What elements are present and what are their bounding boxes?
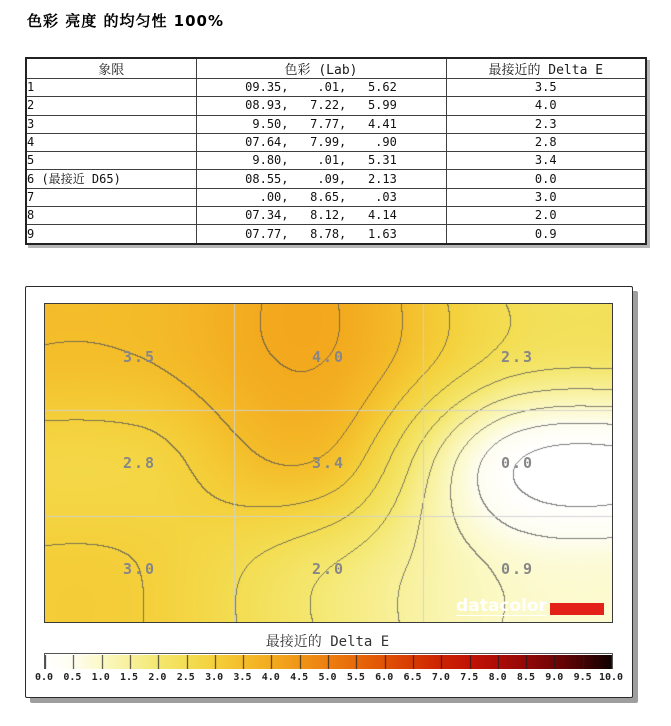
cell-delta-e: 0.9 (446, 225, 646, 244)
cell-delta-e: 3.0 (446, 188, 646, 206)
cell-lab: 07.64, 7.99, .90 (196, 133, 446, 151)
table-row (26, 225, 646, 244)
colorbar-ticks (34, 672, 624, 684)
colorbar-tick-label: 1.0 (91, 672, 110, 683)
colorbar-tick-label: 2.0 (148, 672, 167, 683)
contour-label: 0.9 (500, 560, 535, 578)
cell-quadrant: 6 (最接近 D65) (26, 170, 196, 188)
page-title: 色彩 亮度 的均匀性 100% (27, 12, 225, 30)
cell-quadrant: 2 (26, 97, 196, 115)
colorbar-tick-label: 6.5 (403, 672, 422, 683)
colorbar-title: 最接近的 Delta E (265, 634, 390, 650)
cell-delta-e: 3.5 (446, 79, 646, 97)
colorbar-tick-label: 5.5 (346, 672, 365, 683)
cell-lab: 07.34, 8.12, 4.14 (196, 207, 446, 225)
contour-label: 2.3 (500, 348, 535, 366)
contour-label: 2.0 (311, 560, 346, 578)
colorbar-tick-label: 7.0 (431, 672, 450, 683)
colorbar-tick-label: 0.0 (34, 672, 54, 683)
colorbar-tick-label: 9.5 (573, 672, 592, 683)
cell-lab: 07.77, 8.78, 1.63 (196, 225, 446, 244)
table-row (26, 79, 646, 97)
uniformity-table-body (26, 79, 646, 244)
contour-label: 4.0 (311, 348, 346, 366)
header-lab: 色彩 (Lab) (196, 58, 446, 79)
cell-quadrant: 3 (26, 115, 196, 133)
cell-delta-e: 4.0 (446, 97, 646, 115)
colorbar-tick-label: 1.5 (120, 672, 139, 683)
colorbar-tick-label: 8.0 (488, 672, 507, 683)
cell-delta-e: 3.4 (446, 152, 646, 170)
uniformity-map-panel (25, 286, 633, 698)
colorbar-tick-label: 9.0 (545, 672, 564, 683)
table-row (26, 133, 646, 151)
table-row (26, 152, 646, 170)
cell-delta-e: 2.8 (446, 133, 646, 151)
cell-quadrant: 9 (26, 225, 196, 244)
table-row (26, 188, 646, 206)
contour-label: 3.4 (311, 454, 346, 472)
cell-lab: 9.50, 7.77, 4.41 (196, 115, 446, 133)
contour-canvas (45, 304, 612, 622)
cell-delta-e: 0.0 (446, 170, 646, 188)
cell-quadrant: 8 (26, 207, 196, 225)
table-row (26, 97, 646, 115)
datacolor-logo-text: datacolor (456, 596, 547, 616)
cell-quadrant: 7 (26, 188, 196, 206)
contour-plot (44, 303, 613, 623)
contour-label: 3.0 (122, 560, 157, 578)
colorbar-tick-label: 4.0 (261, 672, 280, 683)
colorbar-tick-label: 3.5 (233, 672, 252, 683)
cell-delta-e: 2.3 (446, 115, 646, 133)
contour-label: 3.5 (122, 348, 157, 366)
uniformity-table (25, 57, 647, 245)
colorbar-tick-label: 2.5 (176, 672, 195, 683)
colorbar-tick-label: 8.5 (516, 672, 535, 683)
cell-lab: 9.80, .01, 5.31 (196, 152, 446, 170)
cell-lab: 08.93, 7.22, 5.99 (196, 97, 446, 115)
colorbar-tick-label: 4.5 (290, 672, 309, 683)
colorbar-tick-label: 0.5 (63, 672, 82, 683)
cell-lab: 09.35, .01, 5.62 (196, 79, 446, 97)
datacolor-logo-bar-icon (550, 603, 604, 615)
datacolor-logo (456, 596, 604, 616)
cell-quadrant: 5 (26, 152, 196, 170)
table-row (26, 207, 646, 225)
colorbar-canvas (45, 655, 612, 669)
cell-lab: .00, 8.65, .03 (196, 188, 446, 206)
colorbar-tick-label: 3.0 (205, 672, 224, 683)
table-row (26, 115, 646, 133)
cell-delta-e: 2.0 (446, 207, 646, 225)
uniformity-table-header (26, 58, 646, 79)
cell-quadrant: 4 (26, 133, 196, 151)
header-delta-e: 最接近的 Delta E (446, 58, 646, 79)
cell-lab: 08.55, .09, 2.13 (196, 170, 446, 188)
colorbar-tick-label: 7.5 (460, 672, 479, 683)
header-quadrant: 象限 (26, 58, 196, 79)
contour-label: 2.8 (122, 454, 157, 472)
cell-quadrant: 1 (26, 79, 196, 97)
colorbar-tick-label: 10.0 (598, 672, 624, 683)
table-row (26, 170, 646, 188)
colorbar-tick-label: 5.0 (318, 672, 337, 683)
colorbar (44, 653, 613, 669)
colorbar-tick-label: 6.0 (375, 672, 394, 683)
contour-label: 0.0 (500, 454, 535, 472)
